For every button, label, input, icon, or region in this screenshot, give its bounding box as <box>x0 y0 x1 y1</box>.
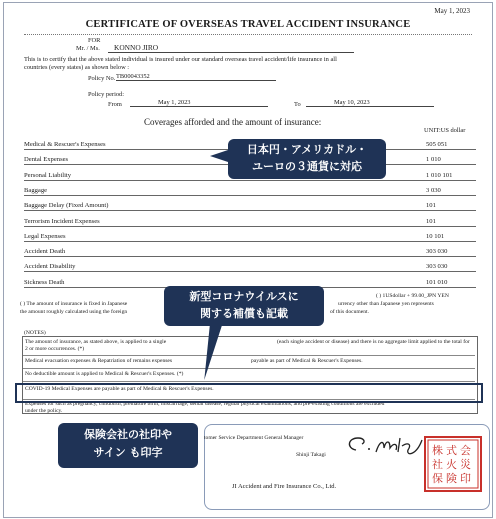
covid-callout <box>164 286 324 326</box>
coverage-label: Accident Death <box>24 248 66 256</box>
note-1c: 2 or more occurrences. (*) <box>25 346 85 352</box>
coverage-row <box>24 244 476 257</box>
currency-callout <box>228 139 386 179</box>
coverage-amount: 1 010 <box>426 156 441 164</box>
coverage-amount: 101 010 <box>426 278 448 286</box>
certify-text-line1: This is to certify that the above stated individual is insured under our standard overseas travel accident/life insurance in all <box>24 56 337 63</box>
covid-callout-line1: 新型コロナウイルスに <box>189 290 299 303</box>
policy-no: TB00043352 <box>116 73 276 81</box>
svg-text:印: 印 <box>460 472 471 485</box>
svg-text:災: 災 <box>460 458 471 471</box>
coverage-amount: 505 051 <box>426 141 448 148</box>
coverage-amount: 303 030 <box>426 248 448 256</box>
svg-text:会: 会 <box>460 444 471 457</box>
fixed-note-line1: ( ) The amount of insurance is fixed in Japanese <box>20 301 128 307</box>
signer-name: Shinji Takagi <box>296 452 326 458</box>
coverage-row <box>24 183 476 196</box>
coverage-label: Terrorism Incident Expenses <box>24 217 100 225</box>
department-title: tomer Service Department General Manager <box>204 435 304 441</box>
coverage-label: Baggage Delay (Fixed Amount) <box>24 202 109 210</box>
policy-period-label: Policy period: <box>88 91 125 98</box>
note-2b: payable as part of Medical & Rescuer's Expenses. <box>251 358 363 364</box>
note-1a: The amount of insurance, as stated above, is applied to a single <box>25 339 167 345</box>
company-seal-stamp <box>424 436 482 492</box>
handwritten-signature <box>342 430 424 460</box>
coverage-label: Dental Expenses <box>24 156 69 164</box>
coverage-label: Personal Liability <box>24 171 72 179</box>
coverage-label: Accident Disability <box>24 263 76 271</box>
note-3: No deductible amount is applied to Medical & Rescuer's Expenses. (*) <box>25 371 184 377</box>
coverage-amount: 1 010 101 <box>426 171 453 179</box>
note-divider <box>23 355 475 356</box>
fixed-note-line2-end: of this document. <box>330 309 369 315</box>
certify-text-line2: countries (every states) as shown below : <box>24 64 130 71</box>
seal-callout <box>58 423 198 468</box>
coverage-amount: 101 <box>426 217 436 225</box>
name-prefix: Mr. / Ms. <box>76 45 100 52</box>
note-divider <box>23 381 475 382</box>
coverage-label: Legal Expenses <box>24 232 66 240</box>
to-label: To <box>294 101 301 108</box>
notes-heading: (NOTES) <box>24 330 46 336</box>
coverage-heading: Coverages afforded and the amount of insurance: <box>144 117 322 127</box>
issue-date: May 1, 2023 <box>434 7 470 15</box>
company-name: JI Accident and Fire Insurance Co., Ltd. <box>232 483 337 490</box>
exchange-rate: ( ) 1USdollar + 99.00_JPN YEN <box>376 293 449 299</box>
svg-text:保: 保 <box>432 472 443 485</box>
from-label: From <box>108 101 122 108</box>
note-5b: under the policy. <box>25 408 63 414</box>
coverage-amount: 303 030 <box>426 263 448 271</box>
coverage-amount: 10 101 <box>426 232 445 240</box>
note-5a: Expenses for such as pregnancy, childbirth, premature birth, miscarriage, dental disease, regular physical examinations, and pre-existing conditions are excluded <box>25 401 385 407</box>
note-covid: COVID-19 Medical Expenses are payable as part of Medical & Rescuer's Expenses. <box>25 386 214 392</box>
note-2a: Medical evacuation expenses & Repatriation of remains expenses <box>25 358 173 364</box>
currency-callout-pointer <box>210 150 228 162</box>
covid-highlight-box <box>15 383 483 403</box>
note-1b: (each single accident or disease) and there is no aggregate limit applied to the total for <box>277 339 470 345</box>
from-date: May 1, 2023 <box>130 99 268 107</box>
coverage-row <box>24 214 476 227</box>
certificate-title: CERTIFICATE OF OVERSEAS TRAVEL ACCIDENT INSURANCE <box>85 19 411 30</box>
svg-text:社: 社 <box>432 458 443 471</box>
seal-callout-line2: サイン も印字 <box>93 446 163 459</box>
currency-callout-line2: ユーロの３通貨に対応 <box>252 160 362 173</box>
svg-text:火: 火 <box>446 458 457 471</box>
coverage-amount: 101 <box>426 202 436 210</box>
fixed-note-line2: the amount roughly calculated using the foreign <box>20 309 128 315</box>
coverage-row <box>24 229 476 242</box>
fixed-note-line1-end: urrency other than Japanese yen represents <box>338 301 434 307</box>
note-divider <box>23 368 475 369</box>
covid-callout-line2: 関する補償も記載 <box>200 307 288 320</box>
currency-callout-line1: 日本円・アメリカドル・ <box>246 143 368 156</box>
coverage-row <box>24 198 476 211</box>
svg-text:株: 株 <box>432 444 443 457</box>
coverage-label: Sickness Death <box>24 278 65 286</box>
insured-name: KONNO JIRO <box>108 43 354 53</box>
to-date: May 10, 2023 <box>306 99 434 107</box>
title-divider <box>24 34 472 35</box>
for-label: FOR <box>88 37 101 44</box>
coverage-row <box>24 259 476 272</box>
coverage-amount: 3 030 <box>426 186 441 194</box>
coverage-label: Medical & Rescuer's Expenses <box>24 141 106 148</box>
coverage-label: Baggage <box>24 186 48 194</box>
seal-callout-line1: 保険会社の社印や <box>84 428 172 441</box>
unit-label: UNIT:US dollar <box>424 127 466 134</box>
svg-text:険: 険 <box>446 472 457 485</box>
svg-text:式: 式 <box>446 444 457 457</box>
policy-no-label: Policy No. <box>88 75 116 82</box>
